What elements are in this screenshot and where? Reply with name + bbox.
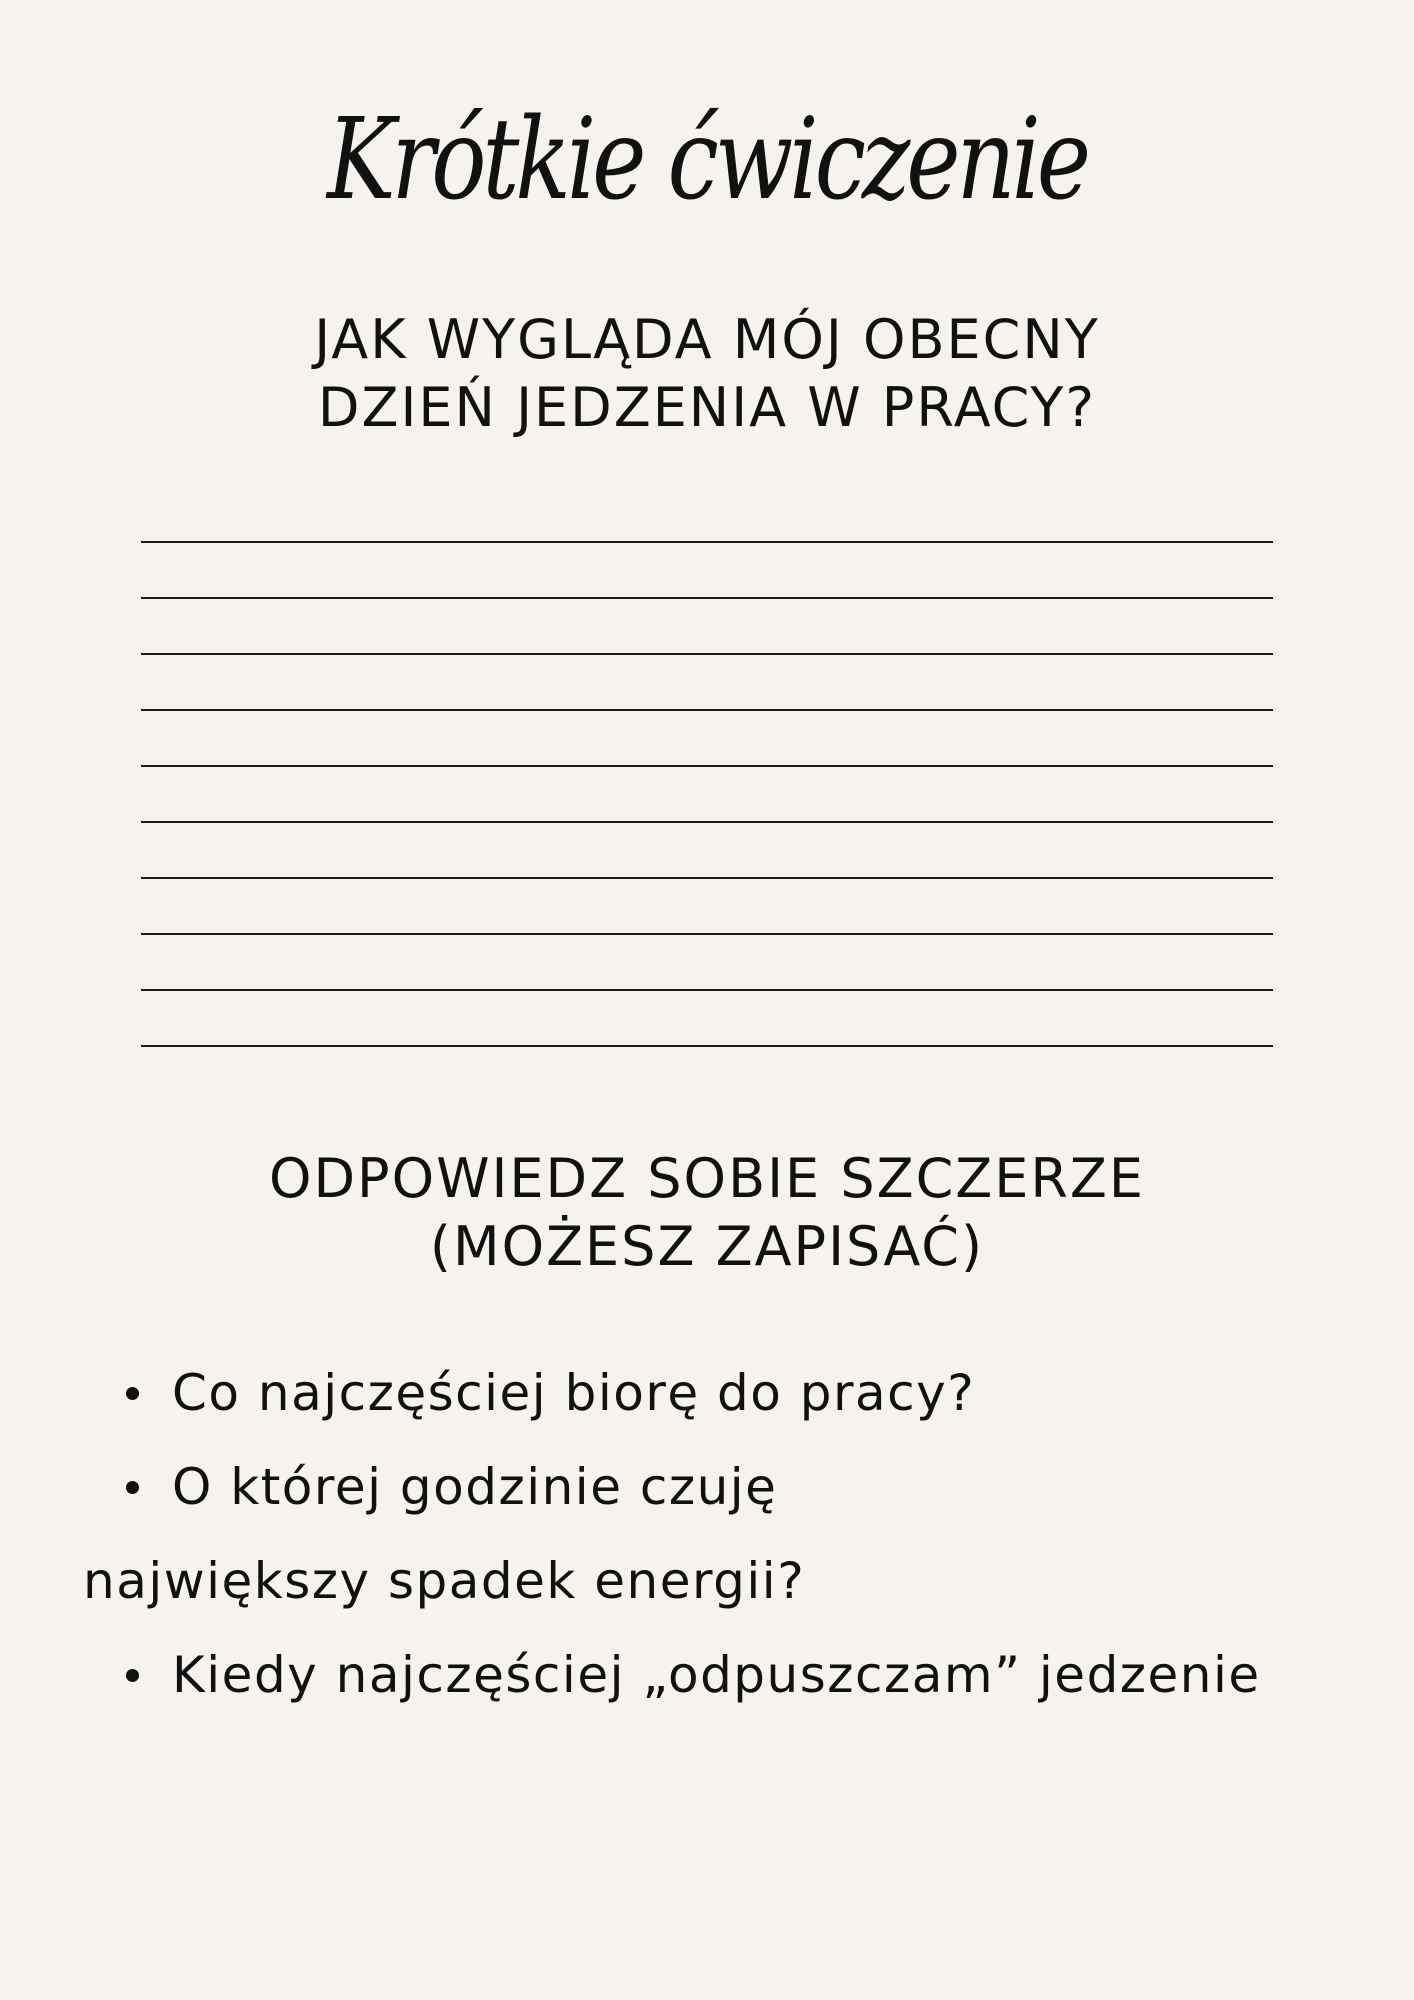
writing-line (141, 877, 1273, 879)
writing-line (141, 765, 1273, 767)
writing-line (141, 541, 1273, 543)
heading-line: (MOŻESZ ZAPISAĆ) (429, 1215, 985, 1278)
page-title: Krótkie ćwiczenie (326, 95, 1088, 225)
writing-line (141, 597, 1273, 599)
heading-line: DZIEŃ JEDZENIA W PRACY? (317, 376, 1097, 439)
list-item: O której godzinie czuję (172, 1458, 778, 1516)
bullet-icon (126, 1481, 139, 1494)
writing-line (141, 1045, 1273, 1047)
list-item-continuation: największy spadek energii? (83, 1552, 806, 1610)
writing-line (141, 653, 1273, 655)
writing-line (141, 933, 1273, 935)
writing-line (141, 989, 1273, 991)
bullet-icon (126, 1669, 139, 1682)
writing-line (141, 709, 1273, 711)
bullet-icon (126, 1387, 139, 1400)
writing-line (141, 821, 1273, 823)
list-item: Co najczęściej biorę do pracy? (172, 1364, 976, 1422)
heading-line: ODPOWIEDZ SOBIE SZCZERZE (268, 1147, 1146, 1210)
section-heading-honest-answer (0, 1145, 1414, 1281)
heading-line: JAK WYGLĄDA MÓJ OBECNY (314, 308, 1100, 371)
list-item: Kiedy najczęściej „odpuszczam” jedzenie (172, 1646, 1261, 1704)
